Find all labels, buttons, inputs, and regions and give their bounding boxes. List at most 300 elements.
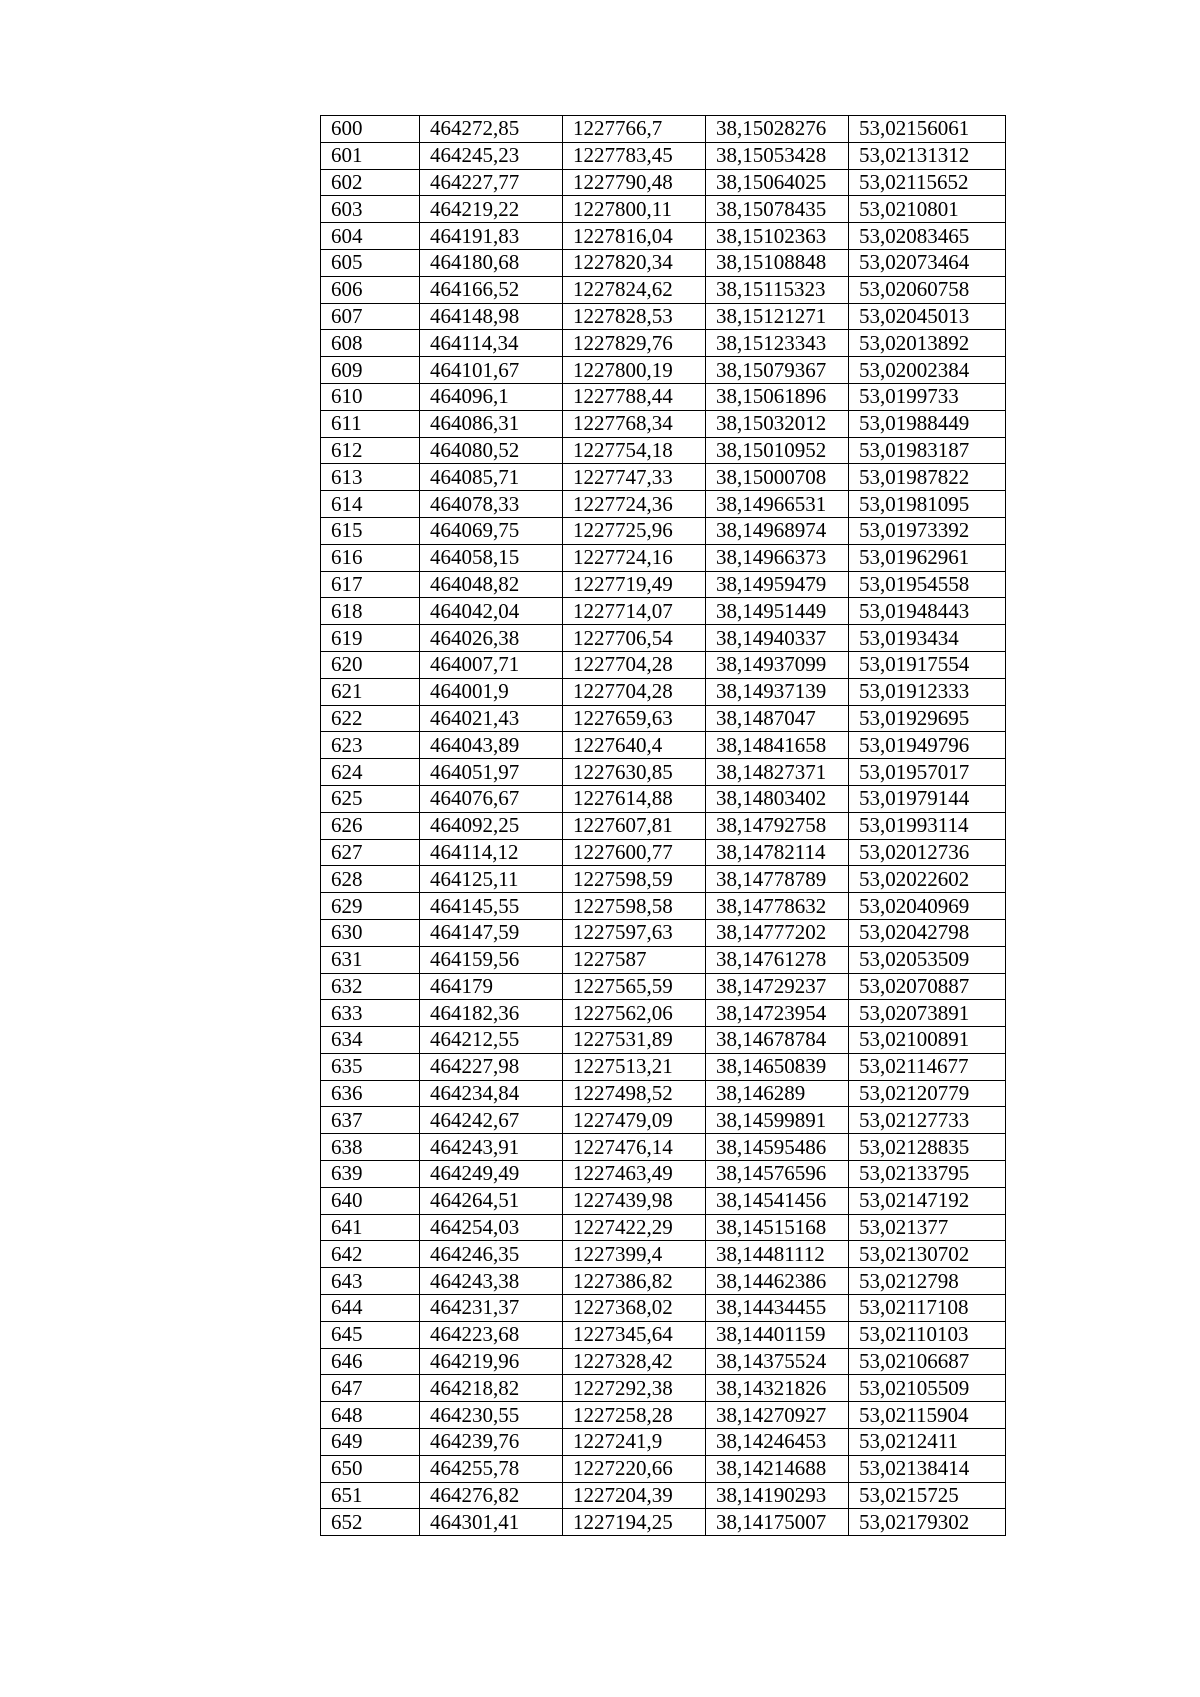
latitude-cell: 53,01993114 [849,812,1006,839]
x-coordinate-cell: 464234,84 [420,1080,563,1107]
x-coordinate-cell: 464114,34 [420,330,563,357]
point-number-cell: 645 [321,1321,420,1348]
table-row [321,1241,1006,1268]
longitude-cell: 38,15061896 [706,383,849,410]
y-coordinate-cell: 1227630,85 [563,759,706,786]
latitude-cell: 53,01962961 [849,544,1006,571]
x-coordinate-cell: 464096,1 [420,383,563,410]
table-row [321,383,1006,410]
table-row [321,249,1006,276]
y-coordinate-cell: 1227204,39 [563,1482,706,1509]
y-coordinate-cell: 1227598,59 [563,866,706,893]
longitude-cell: 38,14246453 [706,1429,849,1456]
x-coordinate-cell: 464227,77 [420,169,563,196]
latitude-cell: 53,01983187 [849,437,1006,464]
point-number-cell: 619 [321,625,420,652]
point-number-cell: 618 [321,598,420,625]
point-number-cell: 602 [321,169,420,196]
y-coordinate-cell: 1227531,89 [563,1027,706,1054]
x-coordinate-cell: 464219,96 [420,1348,563,1375]
x-coordinate-cell: 464254,03 [420,1214,563,1241]
latitude-cell: 53,01987822 [849,464,1006,491]
latitude-cell: 53,02130702 [849,1241,1006,1268]
longitude-cell: 38,14515168 [706,1214,849,1241]
longitude-cell: 38,15078435 [706,196,849,223]
point-number-cell: 639 [321,1161,420,1188]
y-coordinate-cell: 1227724,36 [563,491,706,518]
table-row [321,1107,1006,1134]
y-coordinate-cell: 1227562,06 [563,1000,706,1027]
point-number-cell: 644 [321,1295,420,1322]
table-row [321,1027,1006,1054]
point-number-cell: 603 [321,196,420,223]
point-number-cell: 637 [321,1107,420,1134]
longitude-cell: 38,15108848 [706,249,849,276]
point-number-cell: 631 [321,946,420,973]
x-coordinate-cell: 464179 [420,973,563,1000]
y-coordinate-cell: 1227820,34 [563,249,706,276]
x-coordinate-cell: 464048,82 [420,571,563,598]
latitude-cell: 53,01988449 [849,410,1006,437]
y-coordinate-cell: 1227828,53 [563,303,706,330]
latitude-cell: 53,02083465 [849,223,1006,250]
x-coordinate-cell: 464114,12 [420,839,563,866]
x-coordinate-cell: 464243,91 [420,1134,563,1161]
longitude-cell: 38,14270927 [706,1402,849,1429]
latitude-cell: 53,02053509 [849,946,1006,973]
table-row [321,1080,1006,1107]
point-number-cell: 614 [321,491,420,518]
longitude-cell: 38,14401159 [706,1321,849,1348]
longitude-cell: 38,14803402 [706,785,849,812]
y-coordinate-cell: 1227790,48 [563,169,706,196]
longitude-cell: 38,14937099 [706,651,849,678]
table-row [321,812,1006,839]
point-number-cell: 640 [321,1187,420,1214]
table-row [321,1348,1006,1375]
longitude-cell: 38,14827371 [706,759,849,786]
latitude-cell: 53,02073464 [849,249,1006,276]
point-number-cell: 620 [321,651,420,678]
y-coordinate-cell: 1227399,4 [563,1241,706,1268]
point-number-cell: 600 [321,116,420,143]
point-number-cell: 629 [321,893,420,920]
y-coordinate-cell: 1227498,52 [563,1080,706,1107]
longitude-cell: 38,14595486 [706,1134,849,1161]
x-coordinate-cell: 464191,83 [420,223,563,250]
longitude-cell: 38,14951449 [706,598,849,625]
table-row [321,1455,1006,1482]
y-coordinate-cell: 1227463,49 [563,1161,706,1188]
latitude-cell: 53,02022602 [849,866,1006,893]
x-coordinate-cell: 464043,89 [420,732,563,759]
table-row [321,705,1006,732]
x-coordinate-cell: 464245,23 [420,142,563,169]
x-coordinate-cell: 464180,68 [420,249,563,276]
longitude-cell: 38,14959479 [706,571,849,598]
table-row [321,437,1006,464]
latitude-cell: 53,01929695 [849,705,1006,732]
longitude-cell: 38,1487047 [706,705,849,732]
longitude-cell: 38,14321826 [706,1375,849,1402]
point-number-cell: 616 [321,544,420,571]
point-number-cell: 641 [321,1214,420,1241]
point-number-cell: 615 [321,517,420,544]
point-number-cell: 626 [321,812,420,839]
y-coordinate-cell: 1227754,18 [563,437,706,464]
latitude-cell: 53,021377 [849,1214,1006,1241]
latitude-cell: 53,01954558 [849,571,1006,598]
x-coordinate-cell: 464078,33 [420,491,563,518]
point-number-cell: 622 [321,705,420,732]
latitude-cell: 53,02070887 [849,973,1006,1000]
y-coordinate-cell: 1227258,28 [563,1402,706,1429]
table-row [321,223,1006,250]
x-coordinate-cell: 464145,55 [420,893,563,920]
point-number-cell: 625 [321,785,420,812]
table-row [321,571,1006,598]
point-number-cell: 643 [321,1268,420,1295]
point-number-cell: 636 [321,1080,420,1107]
latitude-cell: 53,01917554 [849,651,1006,678]
latitude-cell: 53,0215725 [849,1482,1006,1509]
x-coordinate-cell: 464272,85 [420,116,563,143]
y-coordinate-cell: 1227714,07 [563,598,706,625]
latitude-cell: 53,02073891 [849,1000,1006,1027]
longitude-cell: 38,14434455 [706,1295,849,1322]
longitude-cell: 38,14937139 [706,678,849,705]
table-row [321,1187,1006,1214]
x-coordinate-cell: 464101,67 [420,357,563,384]
y-coordinate-cell: 1227565,59 [563,973,706,1000]
longitude-cell: 38,14214688 [706,1455,849,1482]
point-number-cell: 610 [321,383,420,410]
latitude-cell: 53,0210801 [849,196,1006,223]
table-row [321,169,1006,196]
table-row [321,1375,1006,1402]
y-coordinate-cell: 1227587 [563,946,706,973]
longitude-cell: 38,15028276 [706,116,849,143]
latitude-cell: 53,02128835 [849,1134,1006,1161]
y-coordinate-cell: 1227328,42 [563,1348,706,1375]
y-coordinate-cell: 1227597,63 [563,919,706,946]
x-coordinate-cell: 464007,71 [420,651,563,678]
point-number-cell: 628 [321,866,420,893]
point-number-cell: 647 [321,1375,420,1402]
point-number-cell: 624 [321,759,420,786]
longitude-cell: 38,14576596 [706,1161,849,1188]
table-row [321,196,1006,223]
longitude-cell: 38,14541456 [706,1187,849,1214]
x-coordinate-cell: 464085,71 [420,464,563,491]
x-coordinate-cell: 464051,97 [420,759,563,786]
x-coordinate-cell: 464069,75 [420,517,563,544]
y-coordinate-cell: 1227598,58 [563,893,706,920]
y-coordinate-cell: 1227824,62 [563,276,706,303]
x-coordinate-cell: 464076,67 [420,785,563,812]
y-coordinate-cell: 1227479,09 [563,1107,706,1134]
latitude-cell: 53,02040969 [849,893,1006,920]
x-coordinate-cell: 464021,43 [420,705,563,732]
latitude-cell: 53,02042798 [849,919,1006,946]
latitude-cell: 53,02117108 [849,1295,1006,1322]
y-coordinate-cell: 1227292,38 [563,1375,706,1402]
latitude-cell: 53,02133795 [849,1161,1006,1188]
table-row [321,116,1006,143]
latitude-cell: 53,02105509 [849,1375,1006,1402]
latitude-cell: 53,01979144 [849,785,1006,812]
longitude-cell: 38,15115323 [706,276,849,303]
x-coordinate-cell: 464246,35 [420,1241,563,1268]
table-row [321,785,1006,812]
x-coordinate-cell: 464242,67 [420,1107,563,1134]
point-number-cell: 605 [321,249,420,276]
latitude-cell: 53,02060758 [849,276,1006,303]
point-number-cell: 634 [321,1027,420,1054]
table-row [321,1402,1006,1429]
longitude-cell: 38,15053428 [706,142,849,169]
point-number-cell: 652 [321,1509,420,1536]
table-row [321,410,1006,437]
table-row [321,142,1006,169]
table-row [321,866,1006,893]
latitude-cell: 53,02115904 [849,1402,1006,1429]
table-row [321,839,1006,866]
point-number-cell: 650 [321,1455,420,1482]
latitude-cell: 53,02100891 [849,1027,1006,1054]
latitude-cell: 53,01912333 [849,678,1006,705]
y-coordinate-cell: 1227513,21 [563,1053,706,1080]
table-row [321,598,1006,625]
x-coordinate-cell: 464301,41 [420,1509,563,1536]
latitude-cell: 53,02012736 [849,839,1006,866]
point-number-cell: 613 [321,464,420,491]
x-coordinate-cell: 464058,15 [420,544,563,571]
latitude-cell: 53,02147192 [849,1187,1006,1214]
longitude-cell: 38,14175007 [706,1509,849,1536]
x-coordinate-cell: 464249,49 [420,1161,563,1188]
longitude-cell: 38,15102363 [706,223,849,250]
x-coordinate-cell: 464159,56 [420,946,563,973]
x-coordinate-cell: 464125,11 [420,866,563,893]
coordinates-table [320,115,1006,1536]
longitude-cell: 38,14792758 [706,812,849,839]
longitude-cell: 38,14650839 [706,1053,849,1080]
longitude-cell: 38,14966373 [706,544,849,571]
point-number-cell: 648 [321,1402,420,1429]
latitude-cell: 53,0199733 [849,383,1006,410]
point-number-cell: 609 [321,357,420,384]
point-number-cell: 638 [321,1134,420,1161]
longitude-cell: 38,15000708 [706,464,849,491]
table-row [321,1321,1006,1348]
latitude-cell: 53,01949796 [849,732,1006,759]
point-number-cell: 604 [321,223,420,250]
longitude-cell: 38,14375524 [706,1348,849,1375]
latitude-cell: 53,02110103 [849,1321,1006,1348]
y-coordinate-cell: 1227345,64 [563,1321,706,1348]
latitude-cell: 53,02127733 [849,1107,1006,1134]
x-coordinate-cell: 464080,52 [420,437,563,464]
longitude-cell: 38,15079367 [706,357,849,384]
table-row [321,544,1006,571]
point-number-cell: 612 [321,437,420,464]
longitude-cell: 38,15064025 [706,169,849,196]
latitude-cell: 53,02120779 [849,1080,1006,1107]
y-coordinate-cell: 1227600,77 [563,839,706,866]
longitude-cell: 38,146289 [706,1080,849,1107]
y-coordinate-cell: 1227659,63 [563,705,706,732]
longitude-cell: 38,15032012 [706,410,849,437]
latitude-cell: 53,0212798 [849,1268,1006,1295]
point-number-cell: 633 [321,1000,420,1027]
latitude-cell: 53,01948443 [849,598,1006,625]
y-coordinate-cell: 1227194,25 [563,1509,706,1536]
table-row [321,946,1006,973]
latitude-cell: 53,01981095 [849,491,1006,518]
table-row [321,303,1006,330]
point-number-cell: 617 [321,571,420,598]
y-coordinate-cell: 1227614,88 [563,785,706,812]
longitude-cell: 38,15121271 [706,303,849,330]
table-row [321,464,1006,491]
x-coordinate-cell: 464001,9 [420,678,563,705]
longitude-cell: 38,14190293 [706,1482,849,1509]
y-coordinate-cell: 1227768,34 [563,410,706,437]
y-coordinate-cell: 1227607,81 [563,812,706,839]
longitude-cell: 38,14841658 [706,732,849,759]
table-row [321,893,1006,920]
table-row [321,357,1006,384]
x-coordinate-cell: 464148,98 [420,303,563,330]
x-coordinate-cell: 464182,36 [420,1000,563,1027]
table-row [321,1000,1006,1027]
table-row [321,973,1006,1000]
longitude-cell: 38,14940337 [706,625,849,652]
y-coordinate-cell: 1227725,96 [563,517,706,544]
longitude-cell: 38,14968974 [706,517,849,544]
y-coordinate-cell: 1227719,49 [563,571,706,598]
latitude-cell: 53,0212411 [849,1429,1006,1456]
x-coordinate-cell: 464092,25 [420,812,563,839]
y-coordinate-cell: 1227368,02 [563,1295,706,1322]
point-number-cell: 608 [321,330,420,357]
y-coordinate-cell: 1227829,76 [563,330,706,357]
table-row [321,1482,1006,1509]
x-coordinate-cell: 464166,52 [420,276,563,303]
longitude-cell: 38,14462386 [706,1268,849,1295]
table-row [321,1429,1006,1456]
y-coordinate-cell: 1227220,66 [563,1455,706,1482]
latitude-cell: 53,02138414 [849,1455,1006,1482]
point-number-cell: 651 [321,1482,420,1509]
table-row [321,1134,1006,1161]
x-coordinate-cell: 464255,78 [420,1455,563,1482]
longitude-cell: 38,15123343 [706,330,849,357]
point-number-cell: 646 [321,1348,420,1375]
longitude-cell: 38,14777202 [706,919,849,946]
x-coordinate-cell: 464227,98 [420,1053,563,1080]
y-coordinate-cell: 1227783,45 [563,142,706,169]
point-number-cell: 601 [321,142,420,169]
latitude-cell: 53,0193434 [849,625,1006,652]
point-number-cell: 607 [321,303,420,330]
point-number-cell: 606 [321,276,420,303]
table-row [321,517,1006,544]
point-number-cell: 632 [321,973,420,1000]
point-number-cell: 649 [321,1429,420,1456]
longitude-cell: 38,14729237 [706,973,849,1000]
latitude-cell: 53,02131312 [849,142,1006,169]
y-coordinate-cell: 1227788,44 [563,383,706,410]
latitude-cell: 53,02114677 [849,1053,1006,1080]
latitude-cell: 53,02002384 [849,357,1006,384]
latitude-cell: 53,02179302 [849,1509,1006,1536]
table-row [321,1053,1006,1080]
point-number-cell: 621 [321,678,420,705]
x-coordinate-cell: 464276,82 [420,1482,563,1509]
latitude-cell: 53,01973392 [849,517,1006,544]
x-coordinate-cell: 464231,37 [420,1295,563,1322]
longitude-cell: 38,14599891 [706,1107,849,1134]
point-number-cell: 635 [321,1053,420,1080]
table-row [321,1268,1006,1295]
x-coordinate-cell: 464218,82 [420,1375,563,1402]
table-row [321,1509,1006,1536]
y-coordinate-cell: 1227747,33 [563,464,706,491]
y-coordinate-cell: 1227724,16 [563,544,706,571]
table-row [321,1161,1006,1188]
longitude-cell: 38,14778789 [706,866,849,893]
latitude-cell: 53,02156061 [849,116,1006,143]
y-coordinate-cell: 1227640,4 [563,732,706,759]
y-coordinate-cell: 1227422,29 [563,1214,706,1241]
point-number-cell: 611 [321,410,420,437]
table-row [321,1295,1006,1322]
y-coordinate-cell: 1227704,28 [563,678,706,705]
latitude-cell: 53,01957017 [849,759,1006,786]
point-number-cell: 627 [321,839,420,866]
longitude-cell: 38,14782114 [706,839,849,866]
table-row [321,625,1006,652]
table-row [321,330,1006,357]
longitude-cell: 38,14778632 [706,893,849,920]
y-coordinate-cell: 1227476,14 [563,1134,706,1161]
y-coordinate-cell: 1227386,82 [563,1268,706,1295]
x-coordinate-cell: 464026,38 [420,625,563,652]
longitude-cell: 38,14761278 [706,946,849,973]
x-coordinate-cell: 464042,04 [420,598,563,625]
longitude-cell: 38,15010952 [706,437,849,464]
x-coordinate-cell: 464264,51 [420,1187,563,1214]
x-coordinate-cell: 464086,31 [420,410,563,437]
y-coordinate-cell: 1227816,04 [563,223,706,250]
y-coordinate-cell: 1227800,19 [563,357,706,384]
x-coordinate-cell: 464230,55 [420,1402,563,1429]
y-coordinate-cell: 1227706,54 [563,625,706,652]
longitude-cell: 38,14966531 [706,491,849,518]
x-coordinate-cell: 464212,55 [420,1027,563,1054]
point-number-cell: 642 [321,1241,420,1268]
table-row [321,651,1006,678]
table-row [321,919,1006,946]
x-coordinate-cell: 464239,76 [420,1429,563,1456]
latitude-cell: 53,02045013 [849,303,1006,330]
longitude-cell: 38,14481112 [706,1241,849,1268]
x-coordinate-cell: 464219,22 [420,196,563,223]
table-row [321,1214,1006,1241]
latitude-cell: 53,02115652 [849,169,1006,196]
